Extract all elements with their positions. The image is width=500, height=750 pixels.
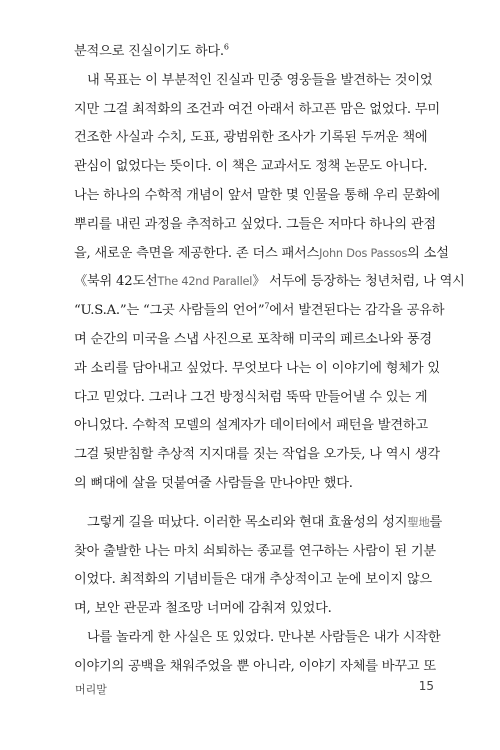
body-text <box>74 38 465 682</box>
text-line: 찾아 출발한 나는 마치 쇠퇴하는 종교를 연구하는 사람이 된 기분 <box>74 543 436 559</box>
text-line: 분적으로 진실이기도 하다.$^6$ <box>74 42 229 59</box>
text-line: 관심이 없었다는 뜻이다. 이 책은 교과서도 정책 논문도 아니다. <box>74 159 428 175</box>
text-line: 지만 그걸 최적화의 조건과 여건 아래서 하고픈 맘은 없었다. 무미 <box>74 101 440 117</box>
text-line: 다고 믿었다. 그러나 그건 방정식처럼 뚝딱 만들어낼 수 있는 게 <box>74 389 428 405</box>
text-line: 뿌리를 내린 과정을 추적하고 싶었다. 그들은 저마다 하나의 관점 <box>74 216 436 232</box>
text-line: 건조한 사실과 수치, 도표, 광범위한 조사가 기록된 두꺼운 책에 <box>74 130 428 146</box>
footnote-marker: 6 <box>223 42 229 52</box>
text-line: 아니었다. 수학적 모델의 설계자가 데이터에서 패턴을 발견하고 <box>74 418 428 434</box>
running-footer-title: 머리말 <box>75 683 107 696</box>
text-line: 며 순간의 미국을 스냅 사진으로 포착해 미국의 페르소나와 풍경 <box>74 331 432 347</box>
text-line: 나는 하나의 수학적 개념이 앞서 말한 몇 인물을 통해 우리 문화에 <box>74 187 440 203</box>
text-line: 이었다. 최적화의 기념비들은 대개 추상적이고 눈에 보이지 않으 <box>74 572 432 588</box>
text-line: “U.S.A.”는 “그곳 사람들의 언어”$^7$에서 발견된다는 감각을 공유하 <box>74 301 445 319</box>
original-title: The 42nd Parallel <box>157 275 253 289</box>
text-line: 이야기의 공백을 채워주었을 뿐 아니라, 이야기 자체를 바꾸고 또 <box>74 658 436 674</box>
text-line: 의 뼈대에 살을 덧붙여줄 사람들을 만나야만 했다. <box>74 475 353 491</box>
text-line: 그걸 뒷받침할 추상적 지지대를 짓는 작업을 오가듯, 나 역시 생각 <box>74 447 440 463</box>
original-name: John Dos Passos <box>319 246 408 260</box>
footnote-marker: 7 <box>264 301 270 311</box>
text-line: 나를 놀라게 한 사실은 또 있었다. 만나본 사람들은 내가 시작한 <box>87 629 441 645</box>
text-line: 을, 새로운 측면을 제공한다. 존 더스 패서스John Dos Passos의 소설 <box>74 245 449 261</box>
hanja-gloss: 聖地 <box>407 515 430 529</box>
text-line: 《북위 42도선The 42nd Parallel》 서두에 등장하는 청년처럼, 나 역시 <box>74 274 465 290</box>
text-line: 내 목표는 이 부분적인 진실과 민중 영웅들을 발견하는 것이었 <box>87 72 433 88</box>
page-number: 15 <box>418 679 434 693</box>
text-line: 며, 보안 관문과 철조망 너머에 감춰져 있었다. <box>74 601 332 617</box>
text-line: 과 소리를 담아내고 싶었다. 무엇보다 나는 이 이야기에 형체가 있 <box>74 360 440 376</box>
text-line: 그렇게 길을 떠났다. 이러한 목소리와 현대 효율성의 성지聖地를 <box>87 514 443 530</box>
